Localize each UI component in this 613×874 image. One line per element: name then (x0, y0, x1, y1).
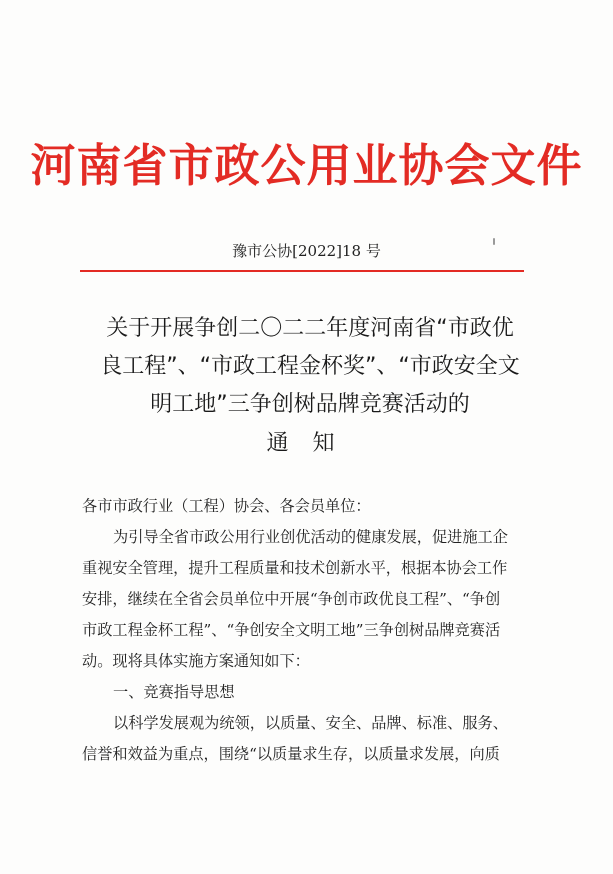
doc-number: 豫市公协[2022]18 号 (232, 242, 381, 260)
section-heading: 一、竞赛指导思想 (113, 683, 235, 701)
notice-title-line: 关于开展争创二〇二二年度河南省“市政优 (106, 316, 514, 341)
body-text (82, 491, 542, 770)
paragraph-line: 市政工程金杯工程”、“争创安全文明工地”三争创树品牌竞赛活 (82, 621, 501, 639)
paragraph-line: 安排，继续在全省会员单位中开展“争创市政优良工程”、“争创 (82, 590, 501, 608)
notice-heading: 通知 (266, 431, 359, 456)
org-title: 河南省市政公用业协会文件 (30, 139, 583, 192)
notice-title-line: 明工地”三争创树品牌竞赛活动的 (150, 392, 470, 417)
paragraph-line: 动。现将具体实施方案通知如下： (82, 652, 310, 670)
red-divider-line (80, 270, 524, 272)
salutation: 各市市政行业（工程）协会、各会员单位： (82, 497, 371, 515)
notice-title-line: 良工程”、“市政工程金杯奖”、“市政安全文 (100, 354, 520, 379)
notice-title (70, 310, 550, 424)
paragraph-line: 以科学发展观为统领，以质量、安全、品牌、标准、服务、 (113, 714, 508, 732)
paragraph-line: 重视安全管理，提升工程质量和技术创新水平，根据本协会工作 (82, 559, 508, 577)
paragraph-line: 信誉和效益为重点，围绕“以质量求生存，以质量求发展，向质 (82, 745, 500, 763)
paragraph-line: 为引导全省市政公用行业创优活动的健康发展，促进施工企 (113, 528, 508, 546)
